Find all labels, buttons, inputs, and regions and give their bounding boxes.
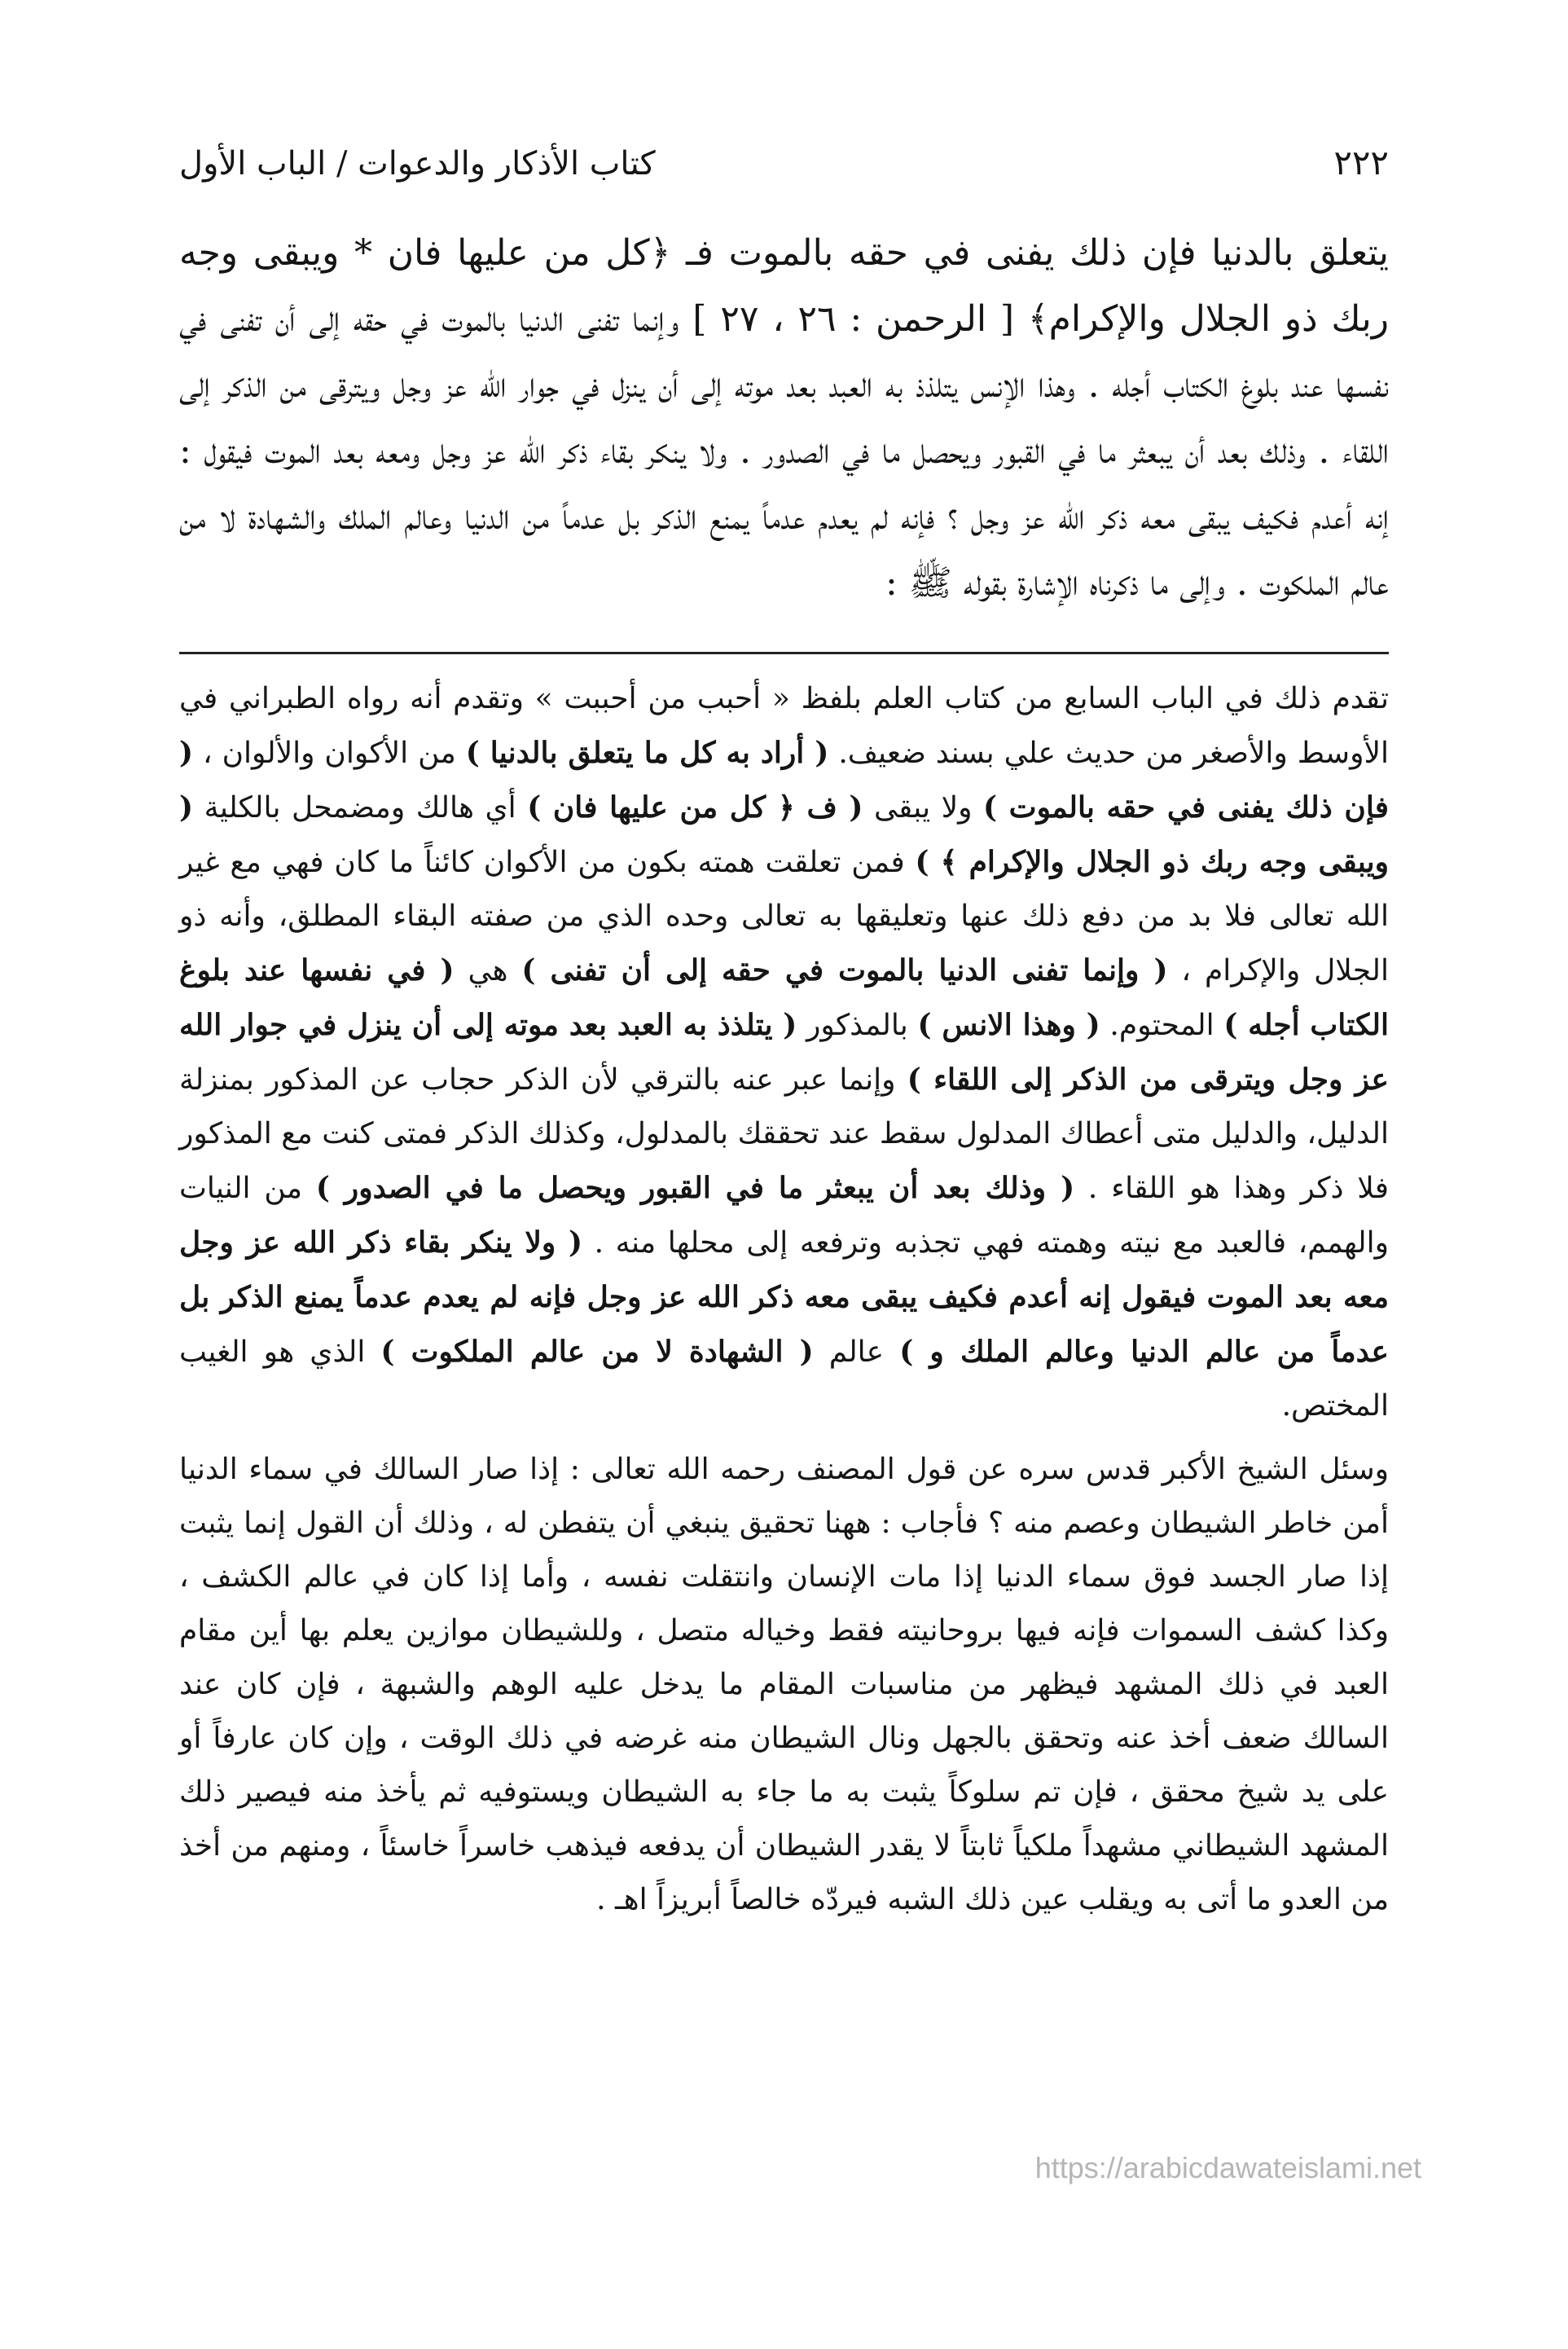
commentary-segment: عالم [813, 1335, 900, 1369]
watermark-url: https://arabicdawateislami.net [1034, 2151, 1421, 2184]
quoted-matn-segment: ( ف ﴿ كل من عليها فان ) [527, 790, 863, 825]
commentary-segment: ولا يبقى [863, 791, 984, 825]
quoted-matn-segment: ( فإن ذلك يفنى في حقه بالموت ) [179, 736, 1390, 825]
quoted-matn-segment: ( وإنما تفنى الدنيا بالموت في حقه إلى أن تفنى ) [521, 953, 1168, 988]
commentary-segment: وإنما عبر عنه بالترقي لأن الذكر حجاب عن المذكور بمنزلة الدليل، والدليل متى أعطاك المدلول سقط عند تحققك بالمدلول، وكذلك الذكر فمتى كنت مع المذكور فلا ذكر وهذا هو اللقاء . [179, 1063, 1389, 1205]
quoted-matn-segment: ( يتلذذ به العبد بعد موته إلى أن ينزل في جوار الله عز وجل ويترقى من الذكر إلى اللقاء ) [179, 1008, 1390, 1097]
quoted-matn-segment: ( ولا ينكر بقاء ذكر الله عز وجل معه بعد الموت فيقول إنه أعدم فكيف يبقى معه ذكر الله عز وجل فإنه لم يعدم عدماً يمنع الذكر بل عدماً من عالم الدنيا وعالم الملك و ) [179, 1225, 1389, 1369]
commentary-segment: أي هالك ومضمحل بالكلية [193, 791, 528, 825]
quoted-matn-segment: ( الشهادة لا من عالم الملكوت ) [380, 1335, 814, 1369]
quoted-matn-segment: ( ويبقى وجه ربك ذو الجلال والإكرام ﴾ ) [179, 790, 1390, 879]
quoted-matn-segment: ( وهذا الانس ) [917, 1008, 1100, 1042]
quoted-matn-segment: ( في نفسها عند بلوغ الكتاب أجله ) [179, 953, 1389, 1042]
commentary-segment: من الأكوان والألوان ، [193, 737, 466, 770]
commentary-segment: الذي هو الغيب المختص. [179, 1335, 1389, 1423]
commentary-segment: فمن تعلقت همته بكون من الأكوان كائناً ما كان فهي مع غير الله تعالى فلا بد من دفع ذلك عنها وتعليقها به تعالى وحده الذي من صفته البقاء المطلق، وأنه ذو الجلال والإكرام ، [179, 846, 1389, 988]
running-header [179, 139, 1389, 187]
quoted-matn-segment: ( أراد به كل ما يتعلق بالدنيا ) [465, 736, 829, 770]
commentary-segment: بالمذكور [797, 1009, 918, 1042]
quoted-matn-segment: ( وذلك بعد أن يبعثر ما في القبور ويحصل ما في الصدور ) [315, 1171, 1075, 1205]
commentary-footnote [179, 672, 1389, 1433]
commentary-segment: هي [454, 954, 522, 988]
page-number: ٢٢٢ [1333, 143, 1389, 183]
commentary-segment: تقدم ذلك في الباب السابع من كتاب العلم بلفظ « أحبب من أحببت » وتقدم أنه رواه الطبراني في الأوسط والأصغر من حديث علي بسند ضعيف. [179, 682, 1390, 770]
footnote-divider [179, 652, 1389, 654]
main-text: يتعلق بالدنيا فإن ذلك يفنى في حقه بالموت فـ ﴿كل من عليها فان * ويبقى وجه ربك ذو الجلال والإكرام﴾ [ الرحمن : ٢٦ ، ٢٧ ] وإنما تفنى الدنيا بالموت في حقه إلى أن تفنى في نفسها عند بلوغ الكتاب أجله . وهذا الإنس يتلذذ به العبد بعد موته إلى أن ينزل في جوار الله عز وجل ويترقى من الذكر إلى اللقاء . وذلك بعد أن يبعثر ما في القبور ويحصل ما في الصدور . ولا ينكر بقاء ذكر الله عز وجل ومعه بعد الموت فيقول : إنه أعدم فكيف يبقى معه ذكر الله عز وجل ؟ فإنه لم يعدم عدماً يمنع الذكر بل عدماً من الدنيا وعالم الملك والشهادة لا من عالم الملكوت . وإلى ما ذكرناه الإشارة بقوله ﷺ : [179, 232, 1389, 604]
commentary-segment: من النيات والهمم، فالعبد مع نيته وهمته فهي تجذبه وترفعه إلى محلها منه . [179, 1172, 1389, 1260]
running-title: كتاب الأذكار والدعوات / الباب الأول [179, 145, 656, 183]
commentary-segment: المحتوم. [1100, 1009, 1224, 1042]
commentary-footnote-2: وسئل الشيخ الأكبر قدس سره عن قول المصنف رحمه الله تعالى : إذا صار السالك في سماء الدنيا أمن خاطر الشيطان وعصم منه ؟ فأجاب : ههنا تحقيق ينبغي أن يتفطن له ، وذلك أن القول إنما يثبت إذا صار الجسد فوق سماء الدنيا إذا مات الإنسان وانتقلت نفسه ، وأما إذا كان في عالم الكشف ، وكذا كشف السموات فإنه فيها بروحانيته فقط وخياله متصل ، وللشيطان موازين يعلم بها أين مقام العبد في ذلك المشهد فيظهر من مناسبات المقام ما يدخل عليه الوهم والشبهة ، فإن كان عند السالك ضعف أخذ عنه وتحقق بالجهل ونال الشيطان منه غرضه في ذلك الوقت ، وإن كان عارفاً أو على يد شيخ محقق ، فإن تم سلوكاً يثبت به ما جاء به الشيطان ويستوفيه ثم يأخذ منه فيصير ذلك المشهد الشيطاني مشهداً ملكياً ثابتاً لا يقدر الشيطان أن يدفعه فيذهب خاسراً خاسئاً ، ومنهم من أخذ من العدو ما أتى به ويقلب عين ذلك الشبه فيردّه خالصاً أبريزاً اهـ . [179, 1453, 1389, 1916]
